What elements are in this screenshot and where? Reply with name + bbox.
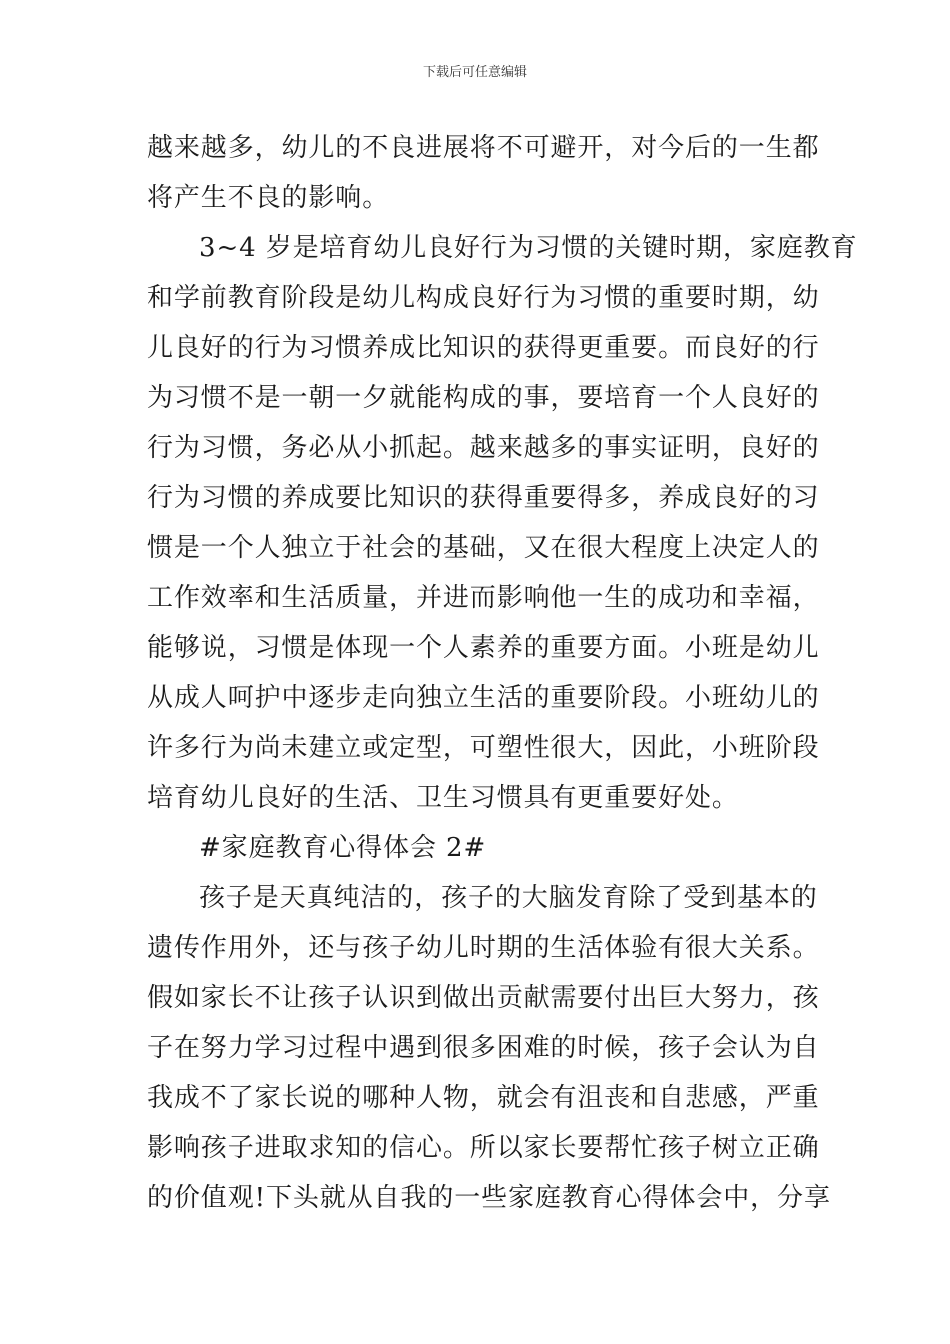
paragraph-start-line: 孩子是天真纯洁的，孩子的大脑发育除了受到基本的 bbox=[199, 883, 818, 913]
text-line-17: 遗传作用外，还与孩子幼儿时期的生活体验有很大关系。 bbox=[147, 933, 820, 963]
text-line-11: 能够说，习惯是体现一个人素养的重要方面。小班是幼儿 bbox=[147, 633, 820, 663]
text-line-10: 工作效率和生活质量，并进而影响他一生的成功和幸福， bbox=[147, 583, 820, 613]
text-line-12: 从成人呵护中逐步走向独立生活的重要阶段。小班幼儿的 bbox=[147, 683, 820, 713]
text-line-7: 行为习惯，务必从小抓起。越来越多的事实证明，良好的 bbox=[147, 433, 820, 463]
text-line-19: 子在努力学习过程中遇到很多困难的时候，孩子会认为自 bbox=[147, 1033, 820, 1063]
text-line-20: 我成不了家长说的哪种人物，就会有沮丧和自悲感，严重 bbox=[147, 1083, 820, 1113]
text-line-5: 儿良好的行为习惯养成比知识的获得更重要。而良好的行 bbox=[147, 333, 820, 363]
text-line-18: 假如家长不让孩子认识到做出贡献需要付出巨大努力，孩 bbox=[147, 983, 820, 1013]
text-line-22: 的价值观!下头就从自我的一些家庭教育心得体会中，分享 bbox=[147, 1183, 831, 1213]
section-heading: #家庭教育心得体会 2# bbox=[199, 833, 487, 863]
text-line-6: 为习惯不是一朝一夕就能构成的事，要培育一个人良好的 bbox=[147, 383, 820, 413]
text-line-8: 行为习惯的养成要比知识的获得重要得多，养成良好的习 bbox=[147, 483, 820, 513]
text-line-13: 许多行为尚未建立或定型，可塑性很大，因此，小班阶段 bbox=[147, 733, 820, 763]
text-line-1: 越来越多，幼儿的不良进展将不可避开，对今后的一生都 bbox=[147, 133, 820, 163]
paragraph-start-line: 3~4 岁是培育幼儿良好行为习惯的关键时期，家庭教育 bbox=[199, 233, 858, 263]
page-header: 下载后可任意编辑 bbox=[422, 65, 527, 80]
text-line-21: 影响孩子进取求知的信心。所以家长要帮忙孩子树立正确 bbox=[147, 1133, 820, 1163]
text-line-4: 和学前教育阶段是幼儿构成良好行为习惯的重要时期，幼 bbox=[147, 283, 820, 313]
text-line-9: 惯是一个人独立于社会的基础，又在很大程度上决定人的 bbox=[147, 533, 820, 563]
text-line-14: 培育幼儿良好的生活、卫生习惯具有更重要好处。 bbox=[147, 783, 739, 813]
text-line-2: 将产生不良的影响。 bbox=[147, 183, 390, 213]
